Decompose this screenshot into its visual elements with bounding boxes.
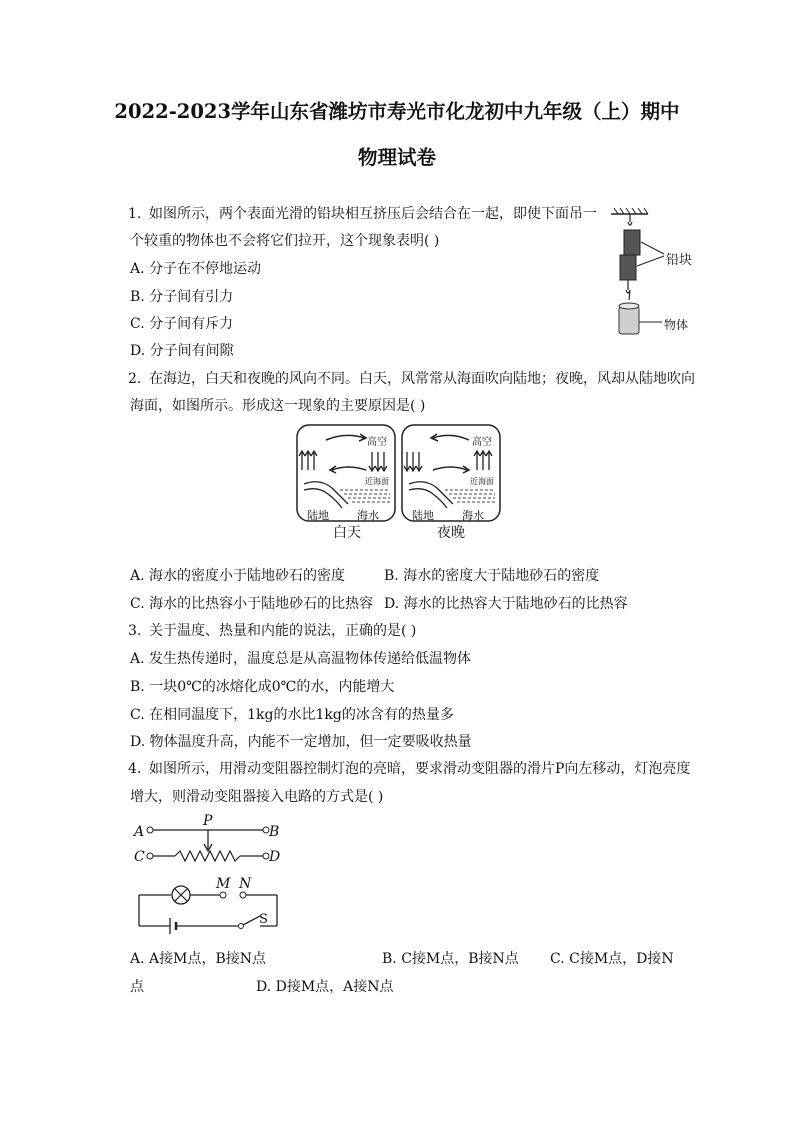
day-label-near-sea: 近海面 [365,477,389,486]
question-4-option-a: A. A接M点，B接N点 [130,951,266,967]
night-label-high-altitude: 高空 [472,437,492,448]
document-title-line1: 2022-2023学年山东省潍坊市寿光市化龙初中九年级（上）期中 [114,100,680,123]
rheostat-terminal-c: C [134,849,145,865]
question-4-option-c: C. C接M点，D接N [550,951,674,967]
day-label-high-altitude: 高空 [367,437,387,448]
question-1-option-b: B. 分子间有引力 [130,289,234,305]
night-label-sea: 海水 [462,509,484,522]
circuit-point-m: M [216,876,231,892]
question-3-stem: 关于温度、热量和内能的说法，正确的是( ) [149,623,417,639]
question-3-number: 3. [128,623,142,639]
night-label-near-sea: 近海面 [470,477,494,486]
question-2-number: 2. [128,371,142,387]
day-label-land: 陆地 [307,509,329,522]
question-1-stem-line1: 如图所示，两个表面光滑的铅块相互挤压后会结合在一起，即使下面吊一 [149,206,597,222]
question-2-stem-line2: 海面，如图所示。形成这一现象的主要原因是( ) [130,398,426,414]
rheostat-terminal-d: D [269,849,281,865]
question-2-option-a: A. 海水的密度小于陆地砂石的密度 [130,568,346,584]
question-3-option-b: B. 一块0℃的冰熔化成0℃的水，内能增大 [130,679,395,695]
question-4-option-d: D. D接M点，A接N点 [256,979,394,995]
circuit-switch-s: S [259,912,268,927]
night-label-land: 陆地 [412,509,434,522]
caption-night: 夜晚 [437,525,465,541]
question-1-option-d: D. 分子间有间隙 [130,343,234,359]
question-1-option-c: C. 分子间有斥力 [130,316,234,332]
label-lead-block: 铅块 [666,253,693,268]
question-4-option-c-continued: 点 [130,979,144,995]
caption-day: 白天 [333,525,361,541]
rheostat-slider-p: P [203,813,213,829]
question-1-option-a: A. 分子在不停地运动 [130,261,262,277]
rheostat-terminal-b: B [269,824,280,840]
question-1-number: 1. [128,206,142,222]
rheostat-terminal-a: A [134,824,145,840]
question-2-stem-line1: 在海边，白天和夜晚的风向不同。白天，风常常从海面吹向陆地；夜晚，风却从陆地吹向 [149,371,695,387]
question-3-option-d: D. 物体温度升高，内能不一定增加，但一定要吸收热量 [130,734,472,750]
question-4-stem-line2: 增大，则滑动变阻器接入电路的方式是( ) [130,789,384,805]
question-2-option-d: D. 海水的比热容大于陆地砂石的比热容 [384,596,628,612]
question-3-option-c: C. 在相同温度下，1kg的水比1kg的冰含有的热量多 [130,707,454,723]
question-2-option-b: B. 海水的密度大于陆地砂石的密度 [384,568,600,584]
label-object: 物体 [664,318,689,332]
question-4-option-b: B. C接M点，B接N点 [382,951,519,967]
question-4-stem-line1: 如图所示，用滑动变阻器控制灯泡的亮暗，要求滑动变阻器的滑片P向左移动，灯泡亮度 [149,761,691,777]
question-3-option-a: A. 发生热传递时，温度总是从高温物体传递给低温物体 [130,651,472,667]
question-4-number: 4. [128,761,142,777]
question-1-stem-line2: 个较重的物体也不会将它们拉开，这个现象表明( ) [130,233,440,249]
document-title-line2: 物理试卷 [357,146,436,169]
circuit-point-n: N [239,876,252,892]
day-label-sea: 海水 [357,509,379,522]
question-2-option-c: C. 海水的比热容小于陆地砂石的比热容 [130,596,374,612]
